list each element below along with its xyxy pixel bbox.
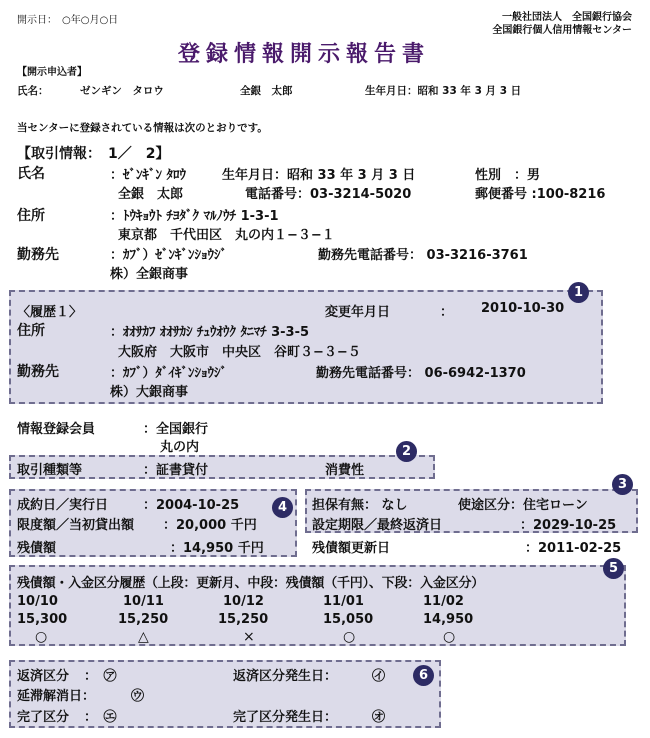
contract-collateral: 担保有無： なし: [312, 498, 408, 513]
contract-limit-value: ：20,000 千円: [163, 518, 257, 533]
tx-address-label: 住所: [17, 208, 45, 224]
history-change-label: 変更年月日: [325, 305, 391, 320]
type-label: 取引種類等: [17, 463, 83, 478]
applicant-birth: 生年月日：昭和 33 年 3 月 3 日: [365, 85, 522, 97]
member-label: 情報登録会員: [17, 422, 96, 437]
tx-address-kana: ：ﾄｳｷｮｳﾄ ﾁﾖﾀﾞｸ ﾏﾙﾉｳﾁ 1-3-1: [110, 209, 279, 224]
badge-5: 5: [603, 558, 624, 579]
history-employer-kana: ：ｶﾌﾞ）ﾀﾞｲｷﾞﾝｼｮｳｼﾞ: [110, 366, 228, 381]
type-value: ：証書貸付: [143, 463, 209, 478]
bh-mark: ○: [343, 629, 356, 645]
bh-mark: ○: [443, 629, 456, 645]
repay-type-date-label: 返済区分発生日：: [233, 669, 338, 684]
repay-done-label: 完了区分: [17, 710, 70, 725]
tx-phone: 電話番号：03-3214-5020: [245, 187, 412, 202]
repay-type-label: 返済区分: [17, 669, 70, 684]
badge-6: 6: [413, 665, 434, 686]
badge-3: 3: [612, 474, 633, 495]
contract-update-label: 残債額更新日: [312, 541, 391, 556]
repay-delay-label: 延滞解消日：: [17, 689, 96, 704]
contract-limit-label: 限度額／当初貸出額: [17, 518, 135, 533]
bh-mark: ○: [35, 629, 48, 645]
history-heading: 〈履歴１〉: [17, 305, 83, 320]
badge-1: 1: [568, 282, 589, 303]
repay-done-date-label: 完了区分発生日：: [233, 710, 338, 725]
contract-purpose: 使途区分：住宅ローン: [458, 498, 588, 513]
bh-month: 10/12: [223, 594, 264, 609]
history-employer-kanji: 株）大銀商事: [110, 385, 189, 400]
tx-gender: 性別 ：男: [475, 168, 541, 183]
bh-amount: 15,250: [118, 612, 169, 627]
repay-done-date-value: ㋔: [372, 710, 386, 725]
tx-name-kana: ：ｾﾞﾝｷﾞﾝ ﾀﾛｳ: [110, 168, 187, 183]
type-value2: 消費性: [325, 463, 365, 478]
history-address-label: 住所: [17, 323, 45, 339]
org-line1: 一般社団法人 全国銀行協会: [502, 12, 632, 23]
badge-2: 2: [396, 441, 417, 462]
repay-type-date-value: ㋑: [372, 669, 386, 684]
bh-mark: ×: [243, 629, 255, 645]
history-employer-phone: 勤務先電話番号： 06-6942-1370: [316, 366, 526, 381]
contract-balance-value: ：14,950 千円: [170, 541, 264, 556]
tx-employer-kana: ：ｶﾌﾞ）ｾﾞﾝｷﾞﾝｼｮｳｼﾞ: [110, 248, 228, 263]
bh-amount: 14,950: [423, 612, 474, 627]
contract-balance-label: 残債額: [17, 541, 57, 556]
tx-address-kanji: 東京都 千代田区 丸の内１−３−１: [118, 228, 335, 243]
history-address-kana: ：ｵｵｻｶﾌ ｵｵｻｶｼ ﾁｭｳｵｳｸ ﾀﾆﾏﾁ 3-3-5: [110, 325, 310, 340]
history-change-colon: ：: [440, 305, 454, 320]
intro-text: 当センターに登録されている情報は次のとおりです。: [17, 122, 268, 134]
member-value1: ：全国銀行: [143, 422, 209, 437]
tx-employer-phone: 勤務先電話番号： 03-3216-3761: [318, 248, 528, 263]
applicant-name-kanji: 全銀 太郎: [240, 85, 293, 97]
applicant-name-label: 氏名：: [17, 85, 49, 97]
repay-done-value: ： ㋓: [84, 710, 117, 725]
repay-delay-value: ㋒: [131, 689, 145, 704]
tx-employer-label: 勤務先: [17, 247, 59, 263]
balance-history-heading: 残債額・入金区分履歴（上段：更新月、中段：残債額（千円）、下段：入金区分）: [17, 576, 485, 591]
org-line2: 全国銀行個人信用情報センター: [492, 25, 632, 36]
member-value2: 丸の内: [160, 440, 200, 455]
badge-4: 4: [272, 497, 293, 518]
bh-amount: 15,300: [17, 612, 68, 627]
history-address-kanji: 大阪府 大阪市 中央区 谷町３−３−５: [118, 345, 361, 360]
contract-term-label: 設定期限／最終返済日: [312, 518, 443, 533]
history-change-date: 2010-10-30: [481, 301, 565, 316]
bh-amount: 15,050: [323, 612, 374, 627]
applicant-label: 【開示申込者】: [17, 67, 87, 78]
bh-month: 11/02: [423, 594, 464, 609]
applicant-name-kana: ゼンギン タロウ: [80, 85, 164, 97]
tx-name-kanji: 全銀 太郎: [118, 187, 184, 202]
tx-postal: 郵便番号 :100-8216: [475, 187, 606, 202]
bh-month: 10/10: [17, 594, 58, 609]
contract-update-value: ：2011-02-25: [525, 541, 622, 556]
contract-date-value: ：2004-10-25: [143, 498, 240, 513]
bh-month: 11/01: [323, 594, 364, 609]
tx-name-label: 氏名: [17, 166, 45, 182]
bh-mark: △: [138, 629, 149, 645]
disclosure-date: 開示日： ○年○月○日: [17, 15, 119, 26]
transaction-heading: 【取引情報： 1／ 2】: [17, 146, 170, 162]
repay-type-value: ： ㋐: [84, 669, 117, 684]
tx-birth: 生年月日：昭和 33 年 3 月 3 日: [222, 168, 416, 183]
bh-amount: 15,250: [218, 612, 269, 627]
page-title: 登録情報開示報告書: [178, 42, 431, 67]
contract-term-value: ：2029-10-25: [520, 518, 617, 533]
bh-month: 10/11: [123, 594, 164, 609]
contract-date-label: 成約日／実行日: [17, 498, 109, 513]
history-employer-label: 勤務先: [17, 364, 59, 380]
tx-employer-kanji: 株）全銀商事: [110, 267, 189, 282]
